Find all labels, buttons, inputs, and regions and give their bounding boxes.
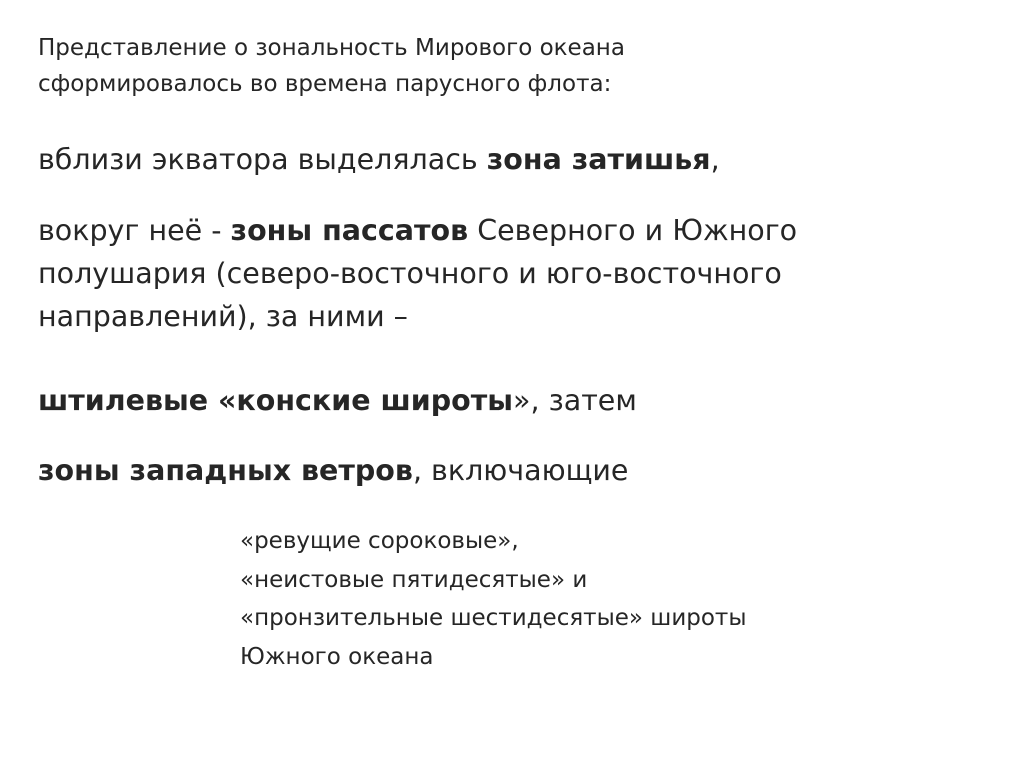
furious-fifties-line: «неистовые пятидесятые» и xyxy=(240,566,588,593)
intro-line-2: сформировалось во времена парусного флота: xyxy=(38,71,612,97)
intro-line-1: Представление о зональность Мирового океана xyxy=(38,35,625,61)
westerlies-line xyxy=(38,449,998,492)
southern-ocean-line: Южного океана xyxy=(240,643,434,670)
calm-zone-term: зона затишья xyxy=(486,143,711,176)
trade-winds-lead: вокруг неё - xyxy=(38,214,231,247)
westerlies-term: зоны западных ветров xyxy=(38,454,413,487)
intro-text xyxy=(38,30,998,102)
calm-zone-paragraph xyxy=(38,138,998,181)
calm-zone-tail: , xyxy=(710,143,720,176)
trade-winds-tail: Северного и Южного xyxy=(468,214,798,247)
horse-latitudes-line xyxy=(38,379,998,422)
trade-winds-line-1 xyxy=(38,209,998,252)
horse-latitudes-tail: », затем xyxy=(513,384,637,417)
horse-latitudes-paragraph xyxy=(38,379,998,422)
horse-latitudes-term: штилевые «конские широты xyxy=(38,384,514,417)
roaring-forties-line: «ревущие сороковые», xyxy=(240,528,519,554)
trade-winds-line-2: полушария (северо-восточного и юго-восточного xyxy=(38,257,782,290)
trade-winds-paragraph xyxy=(38,209,998,338)
trade-winds-line-3: направлений), за ними – xyxy=(38,300,408,333)
southern-latitudes-list xyxy=(240,522,1000,676)
calm-zone-line xyxy=(38,138,998,181)
trade-winds-term: зоны пассатов xyxy=(230,214,469,247)
shrieking-sixties-line: «пронзительные шестидесятые» широты xyxy=(240,605,747,631)
westerlies-tail: , включающие xyxy=(412,454,629,487)
calm-zone-lead: вблизи экватора выделялась xyxy=(38,143,487,176)
westerlies-paragraph xyxy=(38,449,998,492)
